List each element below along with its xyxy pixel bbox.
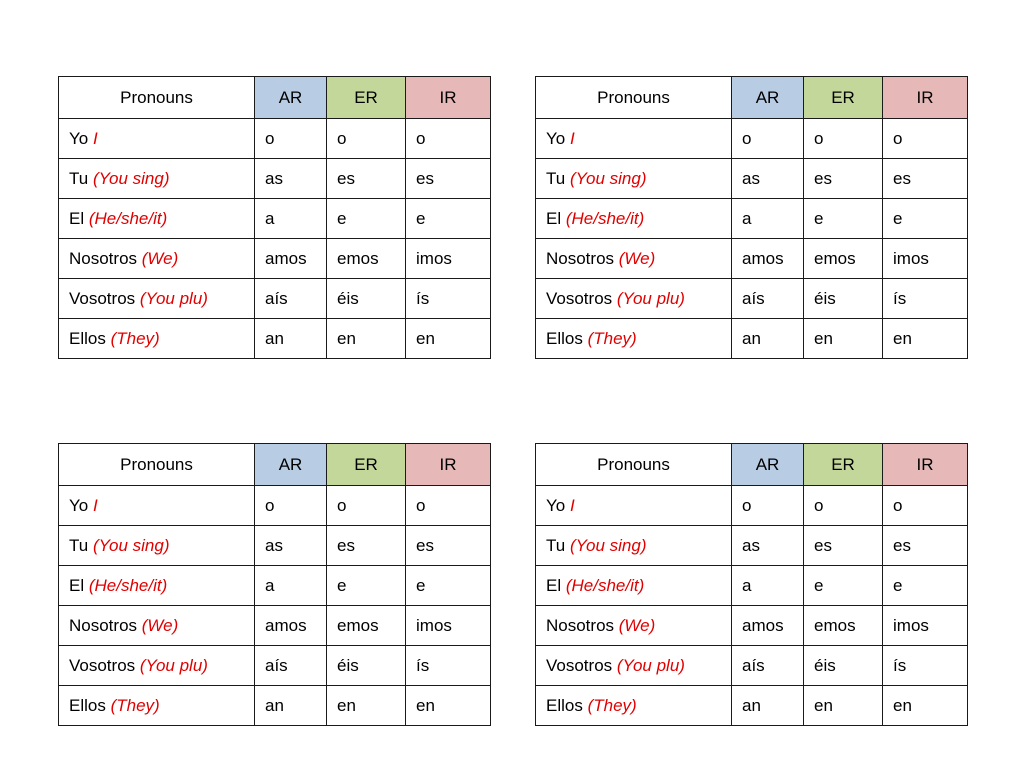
- ending-ir: ís: [406, 646, 491, 686]
- row-vosotros: [59, 646, 491, 686]
- pronoun-cell: [59, 646, 255, 686]
- pronoun-en: I: [569, 128, 575, 148]
- ending-er: en: [327, 686, 406, 726]
- row-nosotros: [536, 239, 968, 279]
- ending-ar: a: [732, 199, 804, 239]
- ending-ar: aís: [255, 279, 327, 319]
- pronoun-es: Yo: [546, 495, 566, 515]
- ending-ir: ís: [406, 279, 491, 319]
- pronoun-cell: [536, 686, 732, 726]
- header-ir: IR: [883, 444, 968, 486]
- ending-ar: o: [255, 486, 327, 526]
- ending-ir: o: [406, 486, 491, 526]
- ending-ir: o: [406, 119, 491, 159]
- ending-ar: an: [732, 686, 804, 726]
- ending-ir: en: [406, 319, 491, 359]
- ending-ir: e: [406, 199, 491, 239]
- ending-ir: es: [406, 526, 491, 566]
- pronoun-es: Ellos: [546, 695, 583, 715]
- header-ar: AR: [255, 77, 327, 119]
- header-ar: AR: [255, 444, 327, 486]
- row-ellos: [536, 686, 968, 726]
- pronoun-cell: [59, 119, 255, 159]
- row-yo: [59, 119, 491, 159]
- conjugation-table-top-right: [535, 76, 968, 359]
- row-el: [536, 199, 968, 239]
- ending-ir: ís: [883, 279, 968, 319]
- pronoun-cell: [536, 279, 732, 319]
- pronoun-cell: [536, 526, 732, 566]
- pronoun-en: (You plu): [616, 288, 685, 308]
- ending-er: es: [327, 526, 406, 566]
- pronoun-en: (You sing): [92, 168, 170, 188]
- ending-ar: an: [255, 686, 327, 726]
- header-row: [536, 444, 968, 486]
- row-tu: [59, 159, 491, 199]
- pronoun-es: Yo: [69, 128, 89, 148]
- pronoun-cell: [59, 199, 255, 239]
- pronoun-cell: [536, 239, 732, 279]
- pronoun-cell: [536, 566, 732, 606]
- pronoun-en: I: [92, 128, 98, 148]
- pronoun-cell: [59, 606, 255, 646]
- pronoun-cell: [59, 279, 255, 319]
- ending-er: éis: [327, 646, 406, 686]
- ending-er: éis: [804, 279, 883, 319]
- header-er: ER: [327, 444, 406, 486]
- ending-er: e: [804, 199, 883, 239]
- ending-ar: a: [255, 199, 327, 239]
- pronoun-es: Tu: [69, 168, 89, 188]
- row-nosotros: [536, 606, 968, 646]
- header-pronouns: Pronouns: [59, 444, 255, 486]
- pronoun-cell: [536, 159, 732, 199]
- row-nosotros: [59, 606, 491, 646]
- ending-er: e: [327, 566, 406, 606]
- ending-er: o: [804, 119, 883, 159]
- pronoun-cell: [536, 199, 732, 239]
- ending-er: es: [327, 159, 406, 199]
- row-tu: [59, 526, 491, 566]
- row-tu: [536, 526, 968, 566]
- header-row: [536, 77, 968, 119]
- ending-ir: imos: [883, 239, 968, 279]
- ending-ir: en: [883, 686, 968, 726]
- ending-ir: o: [883, 119, 968, 159]
- pronoun-es: Tu: [69, 535, 89, 555]
- pronoun-es: Nosotros: [69, 615, 138, 635]
- ending-er: emos: [327, 239, 406, 279]
- pronoun-en: (You plu): [139, 288, 208, 308]
- ending-ir: e: [883, 566, 968, 606]
- pronoun-en: (They): [587, 695, 637, 715]
- pronoun-es: Vosotros: [69, 288, 136, 308]
- row-el: [536, 566, 968, 606]
- pronoun-es: Yo: [546, 128, 566, 148]
- ending-ar: an: [732, 319, 804, 359]
- pronoun-en: (You plu): [616, 655, 685, 675]
- ending-ar: amos: [255, 606, 327, 646]
- pronoun-en: (They): [587, 328, 637, 348]
- pronoun-es: Vosotros: [546, 655, 613, 675]
- ending-ar: a: [732, 566, 804, 606]
- row-yo: [536, 119, 968, 159]
- row-ellos: [59, 319, 491, 359]
- pronoun-en: (You sing): [569, 535, 647, 555]
- ending-er: en: [804, 686, 883, 726]
- ending-er: emos: [804, 239, 883, 279]
- header-ir: IR: [406, 77, 491, 119]
- ending-ir: e: [883, 199, 968, 239]
- pronoun-es: El: [546, 208, 562, 228]
- conjugation-table-bottom-right: [535, 443, 968, 726]
- pronoun-en: (They): [110, 695, 160, 715]
- ending-ar: aís: [732, 279, 804, 319]
- pronoun-cell: [59, 159, 255, 199]
- row-yo: [536, 486, 968, 526]
- pronoun-es: El: [69, 208, 85, 228]
- ending-ar: amos: [255, 239, 327, 279]
- pronoun-en: (He/she/it): [565, 208, 645, 228]
- ending-er: o: [327, 486, 406, 526]
- pronoun-es: Ellos: [69, 695, 106, 715]
- ending-ir: es: [883, 526, 968, 566]
- pronoun-en: (We): [141, 248, 179, 268]
- row-vosotros: [536, 279, 968, 319]
- row-ellos: [536, 319, 968, 359]
- ending-er: o: [804, 486, 883, 526]
- pronoun-es: Yo: [69, 495, 89, 515]
- ending-er: emos: [327, 606, 406, 646]
- header-ar: AR: [732, 77, 804, 119]
- pronoun-cell: [536, 646, 732, 686]
- pronoun-es: El: [69, 575, 85, 595]
- header-ar: AR: [732, 444, 804, 486]
- pronoun-en: I: [92, 495, 98, 515]
- header-ir: IR: [883, 77, 968, 119]
- pronoun-en: (You plu): [139, 655, 208, 675]
- pronoun-cell: [59, 486, 255, 526]
- ending-er: éis: [327, 279, 406, 319]
- pronoun-es: Ellos: [69, 328, 106, 348]
- pronoun-en: (You sing): [92, 535, 170, 555]
- pronoun-en: (He/she/it): [88, 208, 168, 228]
- pronoun-cell: [59, 526, 255, 566]
- ending-ir: o: [883, 486, 968, 526]
- header-row: [59, 77, 491, 119]
- ending-ir: ís: [883, 646, 968, 686]
- ending-er: emos: [804, 606, 883, 646]
- pronoun-cell: [536, 119, 732, 159]
- ending-er: es: [804, 526, 883, 566]
- row-el: [59, 566, 491, 606]
- pronoun-cell: [59, 566, 255, 606]
- pronoun-en: (We): [141, 615, 179, 635]
- ending-er: éis: [804, 646, 883, 686]
- ending-ir: imos: [406, 606, 491, 646]
- pronoun-es: Nosotros: [546, 248, 615, 268]
- pronoun-cell: [59, 686, 255, 726]
- ending-ar: amos: [732, 606, 804, 646]
- pronoun-en: (He/she/it): [88, 575, 168, 595]
- row-tu: [536, 159, 968, 199]
- ending-ir: es: [406, 159, 491, 199]
- header-pronouns: Pronouns: [536, 77, 732, 119]
- pronoun-cell: [59, 319, 255, 359]
- row-ellos: [59, 686, 491, 726]
- pronoun-es: Tu: [546, 168, 566, 188]
- pronoun-en: (They): [110, 328, 160, 348]
- ending-ar: a: [255, 566, 327, 606]
- row-vosotros: [536, 646, 968, 686]
- ending-ir: en: [883, 319, 968, 359]
- ending-ar: o: [255, 119, 327, 159]
- ending-ar: aís: [732, 646, 804, 686]
- pronoun-cell: [536, 486, 732, 526]
- pronoun-es: Vosotros: [546, 288, 613, 308]
- row-el: [59, 199, 491, 239]
- pronoun-en: (We): [618, 615, 656, 635]
- row-yo: [59, 486, 491, 526]
- pronoun-en: I: [569, 495, 575, 515]
- pronoun-es: Ellos: [546, 328, 583, 348]
- ending-ir: imos: [883, 606, 968, 646]
- pronoun-es: Nosotros: [546, 615, 615, 635]
- conjugation-table-bottom-left: [58, 443, 491, 726]
- header-pronouns: Pronouns: [536, 444, 732, 486]
- header-pronouns: Pronouns: [59, 77, 255, 119]
- pronoun-es: El: [546, 575, 562, 595]
- ending-er: e: [804, 566, 883, 606]
- ending-ir: en: [406, 686, 491, 726]
- ending-ar: as: [732, 526, 804, 566]
- ending-ir: e: [406, 566, 491, 606]
- header-er: ER: [804, 444, 883, 486]
- pronoun-cell: [536, 606, 732, 646]
- header-er: ER: [327, 77, 406, 119]
- pronoun-en: (He/she/it): [565, 575, 645, 595]
- ending-ar: as: [255, 159, 327, 199]
- header-row: [59, 444, 491, 486]
- ending-er: o: [327, 119, 406, 159]
- ending-ar: o: [732, 486, 804, 526]
- row-nosotros: [59, 239, 491, 279]
- pronoun-es: Nosotros: [69, 248, 138, 268]
- ending-ar: aís: [255, 646, 327, 686]
- ending-er: e: [327, 199, 406, 239]
- ending-er: es: [804, 159, 883, 199]
- ending-er: en: [327, 319, 406, 359]
- pronoun-en: (You sing): [569, 168, 647, 188]
- header-er: ER: [804, 77, 883, 119]
- ending-ar: an: [255, 319, 327, 359]
- ending-ir: es: [883, 159, 968, 199]
- ending-ar: o: [732, 119, 804, 159]
- ending-ar: amos: [732, 239, 804, 279]
- ending-ar: as: [732, 159, 804, 199]
- pronoun-es: Vosotros: [69, 655, 136, 675]
- ending-er: en: [804, 319, 883, 359]
- pronoun-cell: [536, 319, 732, 359]
- row-vosotros: [59, 279, 491, 319]
- header-ir: IR: [406, 444, 491, 486]
- pronoun-en: (We): [618, 248, 656, 268]
- ending-ir: imos: [406, 239, 491, 279]
- pronoun-cell: [59, 239, 255, 279]
- pronoun-es: Tu: [546, 535, 566, 555]
- conjugation-table-top-left: [58, 76, 491, 359]
- ending-ar: as: [255, 526, 327, 566]
